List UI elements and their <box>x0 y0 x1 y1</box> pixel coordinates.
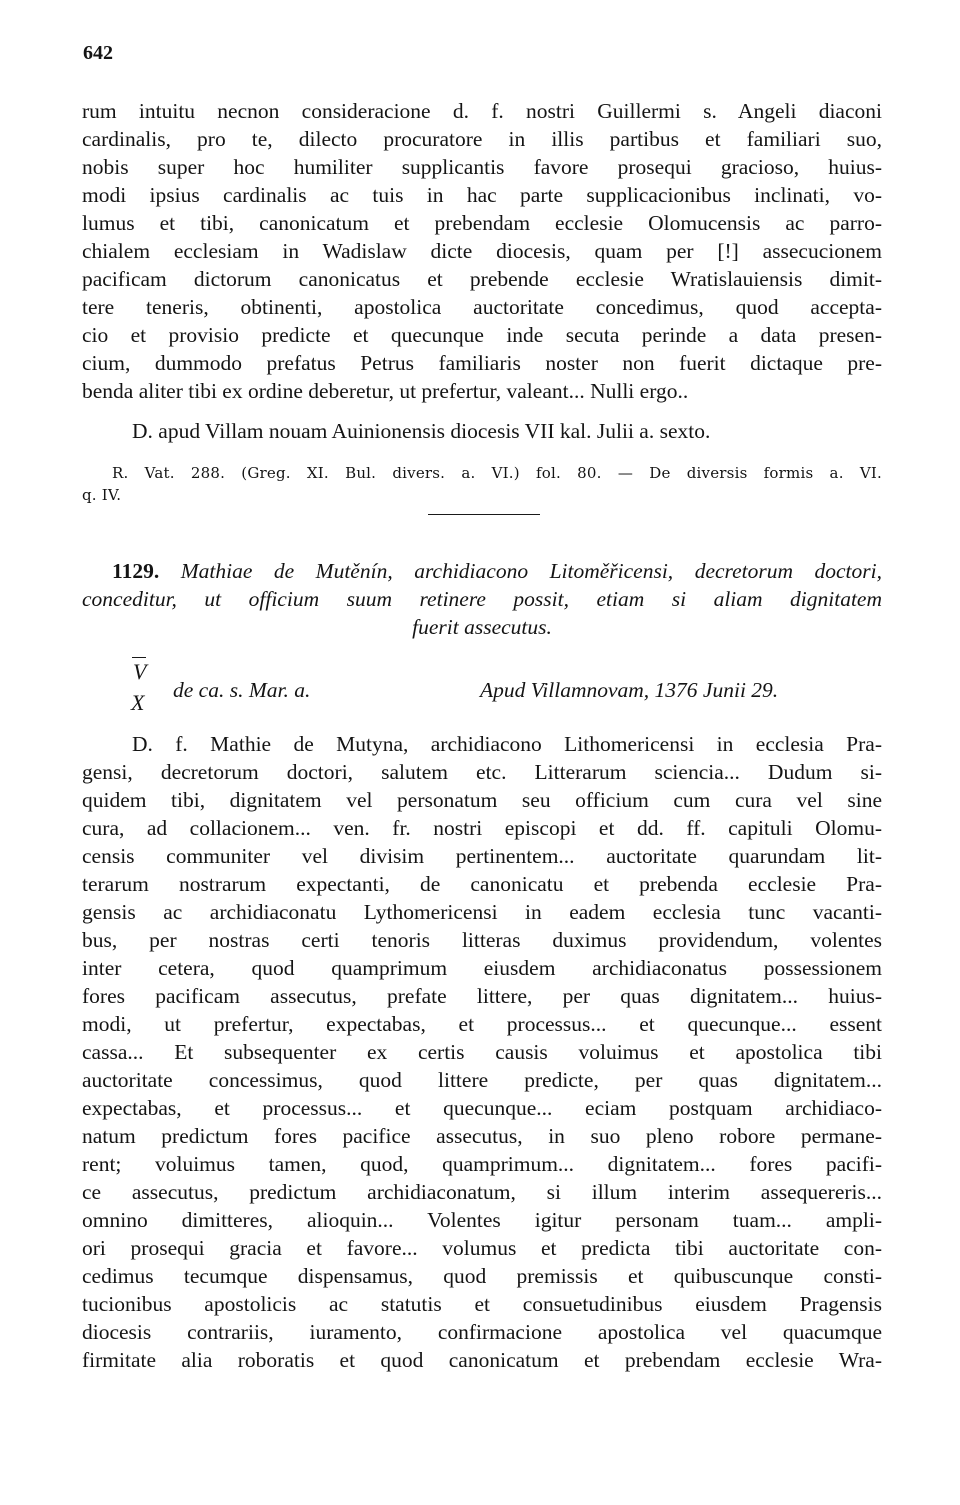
entry-title-line: fuerit assecutus. <box>412 615 552 639</box>
text-line: lumus et tibi, canonicatum et prebendam ecclesie Olomucensis ac parro- <box>82 211 882 235</box>
text-line: tucionibus apostolicis ac statutis et consuetudinibus eiusdem Pragensis <box>82 1292 882 1316</box>
source-reference: R. Vat. 288. (Greg. XI. Bul. divers. a. VI.) fol. 80. — De diversis formis a. VI. <box>112 464 882 482</box>
entry-title-text: Mathiae de Mutěnín, archidiacono Litoměřicensi, decretorum doctori, <box>180 559 882 583</box>
text-line: terarum nostrarum expectanti, de canonicatu et prebenda ecclesie Pra- <box>82 872 882 896</box>
place-date: Apud Villamnovam, 1376 Junii 29. <box>480 678 779 702</box>
text-line: rum intuitu necnon consideracione d. f. nostri Guillermi s. Angeli diaconi <box>82 99 882 123</box>
chancery-note: de ca. s. Mar. a. <box>173 678 311 702</box>
siglum-bottom: X <box>131 690 145 715</box>
text-line: nobis super hoc humiliter supplicantis favore prosequi gracioso, huius- <box>82 155 882 179</box>
entry-title-line <box>112 557 882 585</box>
text-line: cio et provisio predicte et quecunque inde secuta perinde a data presen- <box>82 323 882 347</box>
text-line: benda aliter tibi ex ordine deberetur, ut prefertur, valeant... Nulli ergo.. <box>82 379 689 403</box>
page-number: 642 <box>83 42 113 64</box>
text-line: omnino dimitteres, alioquin... Volentes igitur personam tuam... ampli- <box>82 1208 882 1232</box>
source-reference-continued: q. IV. <box>82 486 122 504</box>
text-line: gensis ac archidiaconatu Lythomericensi in eadem ecclesia tunc vacanti- <box>82 900 882 924</box>
text-line: fores pacificam assecutus, prefate littere, per quas dignitatem... huius- <box>82 984 882 1008</box>
text-line: censis communiter vel divisim pertinentem... auctoritate quarundam lit- <box>82 844 882 868</box>
text-line: ce assecutus, predictum archidiaconatum, si illum interim assequereris... <box>82 1180 882 1204</box>
text-line: cassa... Et subsequenter ex certis causis voluimus et apostolica tibi <box>82 1040 882 1064</box>
text-line: chialem ecclesiam in Wadislaw dicte diocesis, quam per [!] assecucionem <box>82 239 882 263</box>
text-line: auctoritate concessimus, quod littere predicte, per quas dignitatem... <box>82 1068 882 1092</box>
siglum-top: V <box>133 659 147 684</box>
entry-number: 1129. <box>112 559 160 583</box>
text-line: natum predictum fores pacifice assecutus, in suo pleno robore permane- <box>82 1124 882 1148</box>
text-line: rent; voluimus tamen, quod, quamprimum... dignitatem... fores pacifi- <box>82 1152 882 1176</box>
siglum-overbar <box>132 657 146 658</box>
text-line: modi, ut prefertur, expectabas, et processus... et quecunque... essent <box>82 1012 882 1036</box>
text-line: cura, ad collacionem... ven. fr. nostri episcopi et dd. ff. capituli Olomu- <box>82 816 882 840</box>
text-line: pacificam dictorum canonicatus et prebende ecclesie Wratislauiensis dimit- <box>82 267 882 291</box>
text-line: cium, dummodo prefatus Petrus familiaris noster non fuerit dictaque pre- <box>82 351 882 375</box>
text-line: cardinalis, pro te, dilecto procuratore in illis partibus et familiari suo, <box>82 127 882 151</box>
text-line: inter cetera, quod quamprimum eiusdem archidiaconatus possessionem <box>82 956 882 980</box>
text-line: tere teneris, obtinenti, apostolica auctoritate concedimus, quod accepta- <box>82 295 882 319</box>
text-line: D. f. Mathie de Mutyna, archidiacono Lithomericensi in ecclesia Pra- <box>132 732 882 756</box>
text-line: expectabas, et processus... et quecunque... eciam postquam archidiaco- <box>82 1096 882 1120</box>
text-line: gensi, decretorum doctori, salutem etc. Litterarum sciencia... Dudum si- <box>82 760 882 784</box>
section-divider <box>428 514 540 515</box>
entry-title-line: conceditur, ut officium suum retinere possit, etiam si aliam dignitatem <box>82 587 882 611</box>
text-line: diocesis contrariis, iuramento, confirmacione apostolica vel quacumque <box>82 1320 882 1344</box>
text-line: modi ipsius cardinalis ac tuis in hac parte supplicacionibus inclinati, vo- <box>82 183 882 207</box>
text-line: firmitate alia roboratis et quod canonicatum et prebendam ecclesie Wra- <box>82 1348 882 1372</box>
text-line: bus, per nostras certi tenoris litteras duximus providendum, volentes <box>82 928 882 952</box>
text-line: cedimus tecumque dispensamus, quod premissis et quibuscunque consti- <box>82 1264 882 1288</box>
dating-line: D. apud Villam nouam Auinionensis diocesis VII kal. Julii a. sexto. <box>132 419 711 443</box>
text-line: quidem tibi, dignitatem vel personatum seu officium cum cura vel sine <box>82 788 882 812</box>
text-line: ori prosequi gracia et favore... volumus et predicta tibi auctoritate con- <box>82 1236 882 1260</box>
